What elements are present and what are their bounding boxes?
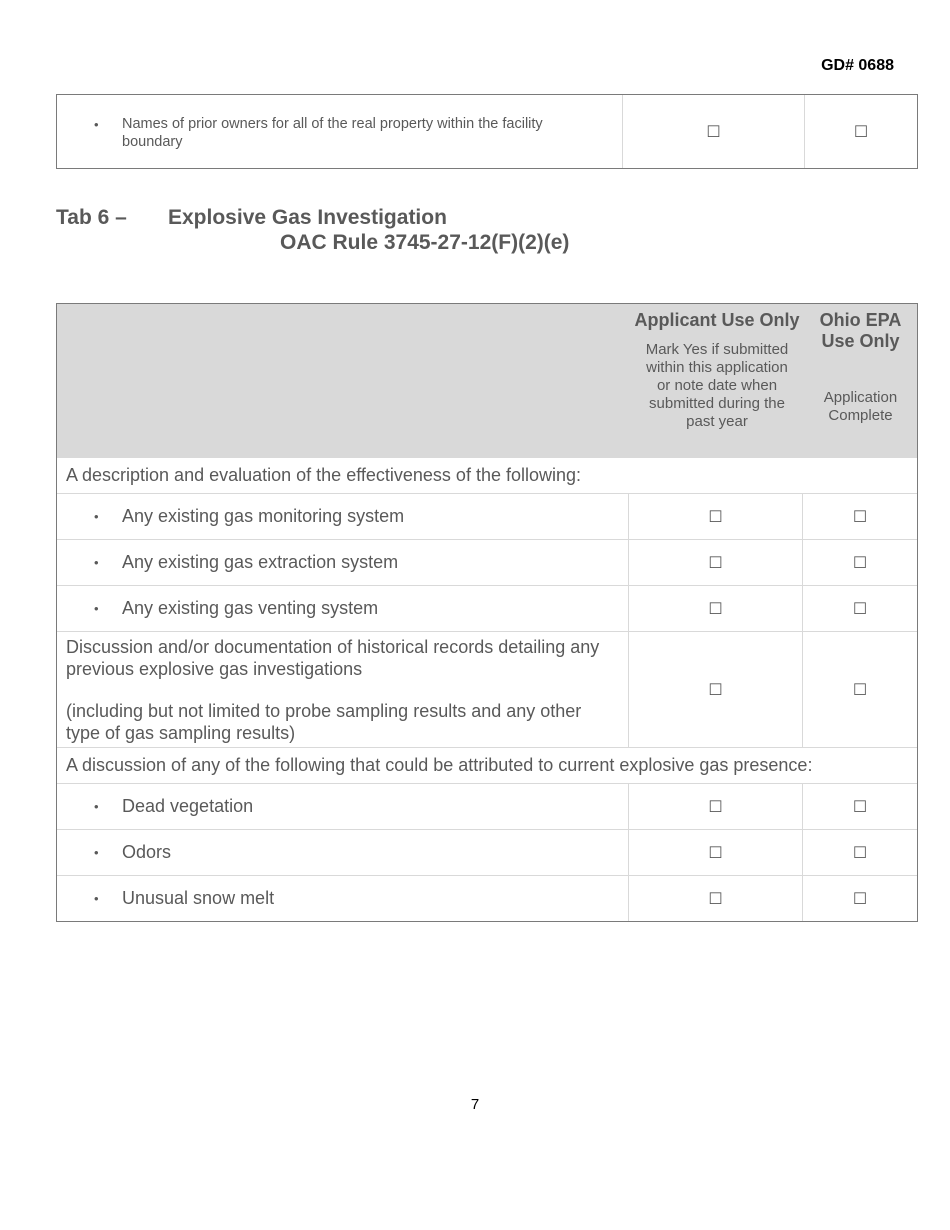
applicant-column-title: Applicant Use Only — [634, 310, 800, 330]
bullet: • — [94, 117, 99, 132]
epa-checkbox[interactable]: ☐ — [852, 890, 868, 908]
tab-label: Tab 6 – — [56, 206, 127, 229]
bullet: • — [94, 845, 99, 860]
epa-column-subtitle: Application Complete — [823, 389, 898, 424]
group-label-row — [57, 747, 917, 783]
applicant-checkbox[interactable]: ☐ — [629, 494, 803, 539]
item-label: Odors — [122, 842, 172, 862]
table-row — [57, 493, 917, 539]
applicant-checkbox[interactable]: ☐ — [629, 876, 803, 921]
epa-checkbox[interactable]: ☐ — [852, 798, 868, 816]
bullet: • — [94, 555, 99, 570]
prior-owners-text: Names of prior owners for all of the real property within the facility boundary — [122, 116, 543, 150]
table-row — [57, 829, 917, 875]
applicant-checkbox[interactable]: ☐ — [629, 632, 803, 747]
applicant-checkbox[interactable]: ☐ — [629, 540, 803, 585]
epa-checkbox[interactable]: ☐ — [852, 600, 868, 618]
table-row — [57, 875, 917, 921]
bullet: • — [94, 799, 99, 814]
page-number: 7 — [470, 1096, 480, 1113]
epa-checkbox[interactable]: ☐ — [853, 123, 869, 141]
applicant-column-header — [630, 304, 804, 457]
epa-column-title: Ohio EPA Use Only — [819, 310, 902, 351]
applicant-checkbox[interactable]: ☐ — [629, 784, 803, 829]
table-row — [57, 631, 917, 747]
prior-owners-cell — [57, 95, 623, 168]
section-title: Explosive Gas Investigation — [168, 206, 447, 229]
group-label: A description and evaluation of the effectiveness of the following: — [66, 465, 582, 485]
item-label: Dead vegetation — [122, 796, 254, 816]
item-label: Any existing gas extraction system — [122, 552, 399, 572]
table-header — [57, 304, 917, 457]
bullet: • — [94, 509, 99, 524]
epa-checkbox[interactable]: ☐ — [852, 508, 868, 526]
document-id: GD# 0688 — [821, 57, 894, 74]
item-label: Unusual snow melt — [122, 888, 275, 908]
discussion-text: Discussion and/or documentation of historical records detailing any previous explosive gas investigations — [66, 637, 600, 679]
applicant-checkbox[interactable]: ☐ — [629, 586, 803, 631]
epa-checkbox[interactable]: ☐ — [852, 554, 868, 572]
table-row — [57, 539, 917, 585]
item-label: Any existing gas venting system — [122, 598, 379, 618]
epa-column-header — [804, 304, 917, 457]
applicant-checkbox[interactable]: ☐ — [623, 95, 805, 168]
applicant-checkbox[interactable]: ☐ — [629, 830, 803, 875]
bullet: • — [94, 891, 99, 906]
rule-reference: OAC Rule 3745-27-12(F)(2)(e) — [280, 231, 570, 254]
discussion-note: (including but not limited to probe sampling results and any other type of gas sampling results) — [66, 701, 582, 743]
group-label-row — [57, 457, 917, 493]
checklist-table — [56, 303, 918, 922]
applicant-column-instructions: Mark Yes if submitted within this application or note date when submitted during the past year — [645, 341, 789, 430]
header-blank-cell — [57, 304, 630, 457]
item-label: Any existing gas monitoring system — [122, 506, 405, 526]
group-label: A discussion of any of the following that could be attributed to current explosive gas presence: — [66, 755, 813, 775]
epa-checkbox[interactable]: ☐ — [852, 681, 868, 699]
table-row — [57, 783, 917, 829]
prior-owners-table — [56, 94, 918, 169]
section-heading — [56, 206, 570, 254]
bullet: • — [94, 601, 99, 616]
table-row — [57, 585, 917, 631]
epa-checkbox[interactable]: ☐ — [852, 844, 868, 862]
